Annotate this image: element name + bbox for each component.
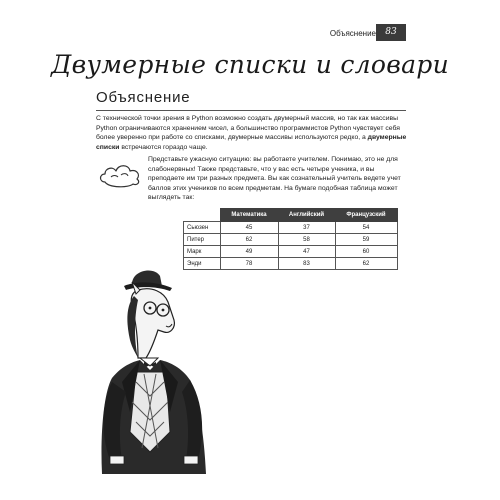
section-rule (96, 110, 406, 111)
score-cell: 62 (335, 258, 397, 270)
score-cell: 83 (278, 258, 335, 270)
student-name: Энди (184, 258, 221, 270)
student-name: Сьюзен (184, 222, 221, 234)
student-name: Питер (184, 234, 221, 246)
table-header-row (184, 209, 398, 222)
score-cell: 45 (220, 222, 278, 234)
table-row (184, 246, 398, 258)
intro-text-part2: встречаются гораздо чаще. (119, 143, 208, 151)
running-header-section: Объяснение (329, 29, 376, 38)
cloud-icon (97, 160, 143, 190)
scenario-paragraph: Представьте ужасную ситуацию: вы работаете учителем. Понимаю, это не для слабонервных! Также представьте, что у вас есть четыре ученика, и вы преподаете им три разных предмета. Вы как сознательный учитель ведете учет баллов этих учеников по всем предметам. На бумаге подобная таблица может выглядеть так: (148, 156, 401, 202)
score-cell: 54 (335, 222, 397, 234)
score-cell: 78 (220, 258, 278, 270)
horse-teacher-illustration (92, 262, 222, 474)
score-cell: 59 (335, 234, 397, 246)
grades-table (183, 208, 398, 270)
chapter-title: Двумерные списки и словари (50, 50, 450, 79)
column-header: Математика (220, 209, 278, 222)
corner-cell (184, 209, 221, 222)
score-cell: 37 (278, 222, 335, 234)
section-title: Объяснение (96, 89, 191, 106)
intro-bold-term: двумерные списки (96, 134, 407, 151)
score-cell: 58 (278, 234, 335, 246)
score-cell: 49 (220, 246, 278, 258)
student-name: Марк (184, 246, 221, 258)
intro-paragraph (96, 114, 408, 152)
score-cell: 60 (335, 246, 397, 258)
intro-text-part1: С технической точки зрения в Python возможно создать двумерный массив, но так как массивы Python ограничиваются хранением чисел, а большинство программистов Python чувствует себя более уверенно при работе со списками, двумерные массивы используются редко, а (96, 115, 400, 142)
table-row (184, 222, 398, 234)
score-cell: 47 (278, 246, 335, 258)
table-row (184, 234, 398, 246)
column-header: Английский (278, 209, 335, 222)
score-cell: 62 (220, 234, 278, 246)
column-header: Французский (335, 209, 397, 222)
page-number: 83 (376, 24, 406, 41)
